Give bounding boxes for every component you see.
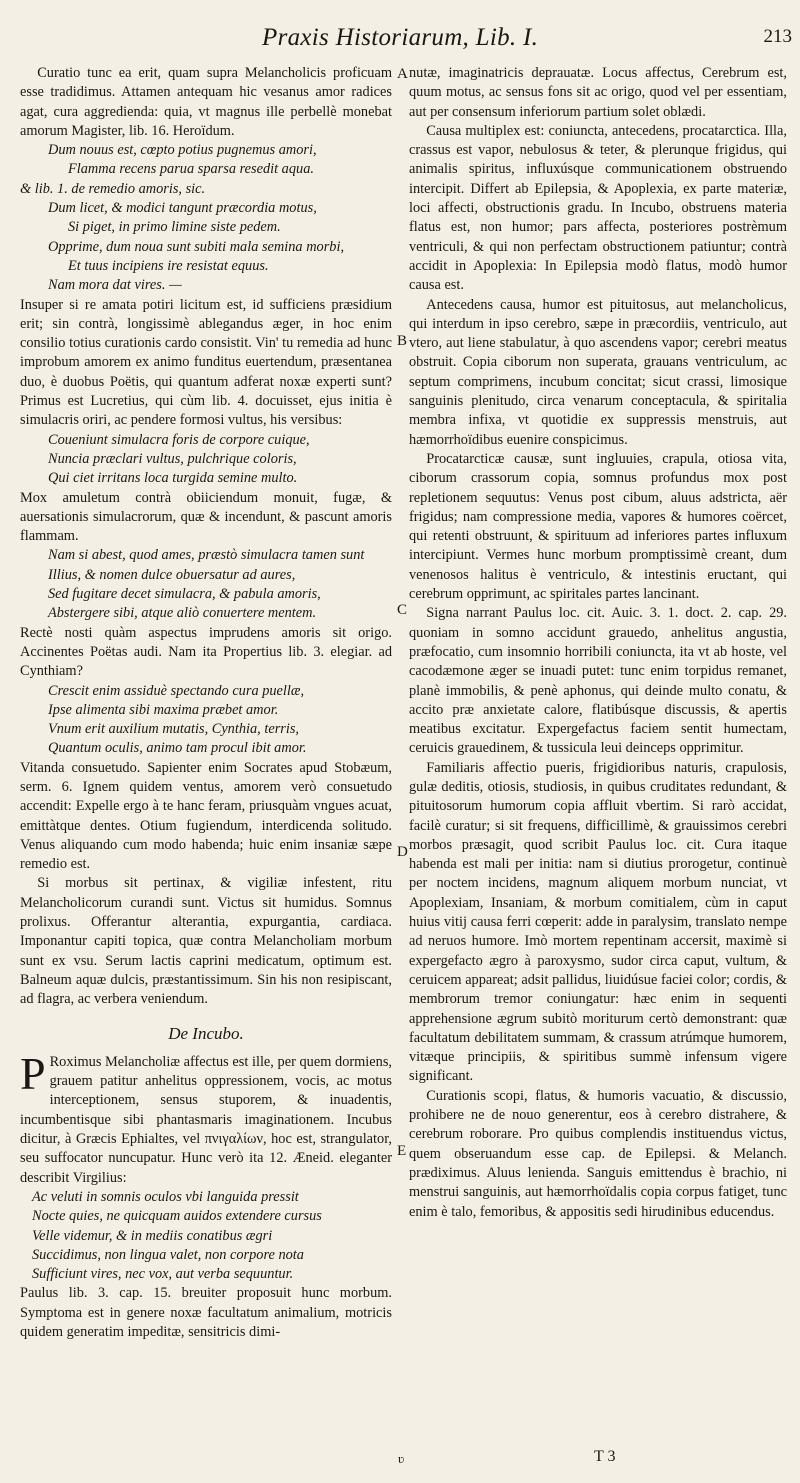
section-heading: De Incubo. xyxy=(168,1023,244,1043)
margin-letter-e: E xyxy=(397,1143,407,1159)
verse-line: Succidimus, non lingua valet, non corpore nota xyxy=(32,1246,304,1263)
margin-letter-c: C xyxy=(397,602,408,618)
signature-mark: T 3 xyxy=(594,1448,616,1465)
paragraph: Insuper si re amata potiri licitum est, id sufficiens præsidium erit; sin contrà, longissimè ablegandus æger, in hoc enim consilio totius curationis cardo consistit. Vin' tu remedia ad hunc improbum amorem ex animo funditus euertendum, præsentanea duo, è duobus Poëtis, qui quantum adferat noxæ experti sunt? Primus est Lucretius, qui cùm lib. 4. docuisset, ejus initia è simulacris oriri, ac pendere formosi vultus, his versibus: xyxy=(20,296,392,429)
margin-letter-a: A xyxy=(397,66,408,82)
paragraph: Si morbus sit pertinax, & vigiliæ infestent, ritu Melancholicorum curandi sunt. Victus sit humidus. Somnus prolixus. Offerantur alterantia, expurgantia, cardiaca. Imponantur capiti topica, quæ contra Melancholiam morbum sunt ex vsu. Serum lactis caprini medicatum, optimum est. Balneum aquæ dulcis, præstantissimum. Sin his non resipiscant, ad flagra, ac verbera veniendum. xyxy=(20,875,392,1008)
verse-line: Nocte quies, ne quicquam auidos extendere cursus xyxy=(32,1208,322,1225)
paragraph: Signa narrant Paulus loc. cit. Auic. 3. 1. doct. 2. cap. 29. quoniam in somno accidunt grauedo, anhelitus angustia, præfocatio, cum insomnio horribili coniuncta, ita vt ab hoste, vel cacodæmone æger se inuadi putet: tunc enim torpidus remanet, planè immobilis, & penè aphonus, qui deinde multo conatu, & accito præ anxietate calore, flatibúsque discussis, & apertis meatibus excitatur. Expergefactus faciem sentit humectam, ceruicis grauedinem, & tussicula leui deinceps opprimitur. xyxy=(409,605,787,757)
page-header xyxy=(0,20,800,60)
paragraph: PRoximus Melancholiæ affectus est ille, per quem dormiens, grauem patitur anhelitus oppressionem, vocis, ac motus interceptionem, sensus stuporem, & inuadentis, incumbentisque sibi phantasmaris imaginationem. Incubus dicitur, à Græcis Ephialtes, vel πνιγαλίων, hoc est, strangulator, seu suffocator nuncupatur. Hunc verò ita 12. Æneid. eleganter describit Virgilius: xyxy=(20,1047,392,1186)
paragraph: Antecedens causa, humor est pituitosus, aut melancholicus, qui interdum in ipso cerebro, sæpe in præcordiis, ventriculo, aut vtero, aut liene stabulatur, à quo ascendens vapor; cerebri meatus obstruit. Copia ciborum non superata, grauans ventriculum, ac septum comprimens, incubum concitat; sicut crassi, limosique sanguinis plenitudo, circa venarum conceptacula, & spiritalia membra infixa, vt quotidie ex suppressis menstruis, aut hæmorrhoïdibus euenire conspicimus. xyxy=(409,296,787,448)
paragraph: Rectè nosti quàm aspectus imprudens amoris sit origo. Accinentes Poëtas audi. Nam ita Propertius lib. 3. elegiar. ad Cynthiam? xyxy=(20,624,392,680)
verse-line: Sufficiunt vires, nec vox, aut verba sequuntur. xyxy=(32,1266,294,1283)
verse-line: Si piget, in primo limine siste pedem. xyxy=(68,219,281,236)
margin-letter-b: B xyxy=(397,333,408,349)
verse-line: Abstergere sibi, atque aliò conuertere mentem. xyxy=(48,605,317,622)
paragraph: Causa multiplex est: coniuncta, antecedens, procatarctica. Illa, crassus est vapor, nebulosus & teter, & plerunque frigidus, qui animalis spiritus, influxúsque communicationem obstruendo intercipit. Differt ab Epilepsia, & Apoplexia, ex parte materiæ, loci affecti, obstructionis gradu. In Incubo, obstruens materia flatus est, non humor; pars affecta, posteriores postrèmum ventriculi, & qui non perfectam obstructionem patiuntur; contrà accidit in Apoplexia: In Epilepsia modò flatus, modò humor causa est. xyxy=(409,122,787,294)
verse-line: Et tuus incipiens ire resistat equus. xyxy=(68,257,269,274)
paragraph: Familiaris affectio pueris, frigidioribus naturis, crapulosis, gulæ deditis, otiosis, studiosis, in quibus cruditates redundant, & pituitosorum humorum copia affluit vbertim. Si rarò accidat, facilè curatur; si sit frequens, difficillimè, & grauissimos cerebri morbos præsagit, quod scribit Paulus loc. cit. Cura itaque habenda est mali per initia: nam si diutius prorogetur, continuè per noctem incidens, magnum aliquem morbum nunciat, vt Apoplexiam, Insaniam, & morbum comitialem, cùm in caput huius vitij causa ferri cœperit: adde in paralysim, translato nempe ad neruos humore. Imò mortem repentinam accersit, maximè si expergefacto ægro à paroxysmo, sudor circa caput, vultum, & ceruicem appareat; adsit pallidus, liuidúsue faciei color; cordis, & membrorum tremor coniungatur: hæc enim in sequenti apprehensione ægrum subitò moriturum certò demonstrant: quæ facultatum debilitatem summam, & crassum atrúmque humorem, vitæque principiis, & spiritibus summè infensum vigere significant. xyxy=(409,759,787,1085)
paragraph: Curatio tunc ea erit, quam supra Melancholicis proficuam esse tradidimus. Attamen antequam hic vesanus amor radices agat, cura aggredienda: quia, vt magnus ille perbellè monebat amorum Magister, lib. 16. Heroïdum. xyxy=(20,65,392,139)
verse-line: Flamma recens parua sparsa resedit aqua. xyxy=(68,161,314,178)
right-column xyxy=(409,64,787,1222)
verse-line: Qui ciet irritans loca turgida semine multo. xyxy=(48,470,298,487)
reference-line: & lib. 1. de remedio amoris, sic. xyxy=(20,180,206,197)
verse-line: Ipse alimenta sibi maxima præbet amor. xyxy=(48,701,279,718)
verse-line: Nuncia præclari vultus, pulchrique coloris, xyxy=(48,450,297,467)
page-number: 213 xyxy=(763,26,792,47)
verse-line: Nam mora dat vires. — xyxy=(48,277,182,294)
paragraph: Paulus lib. 3. cap. 15. breuiter proposuit hunc morbum. Symptoma est in genere noxæ facultatum animalium, motricis quidem generatim impeditæ, sensitricis dimi- xyxy=(20,1285,392,1340)
verse-line: Sed fugitare decet simulacra, & pabula amoris, xyxy=(48,586,321,603)
paragraph: Procatarcticæ causæ, sunt ingluuies, crapula, otiosa vita, ciborum crassorum copia, somnus profundus mox post repletionem sequutus: Venus post cibum, aluus adstricta, aër frigidus; nam compressione media, vapores & humores coërcet, qui retenti obstruunt, & spirituum ad inferiores partes influxum intercipiunt. Vermes hunc morbum promptissimè creant, dum venenosos halitus è ventriculo, & intestinis eructant, qui cerebrum opprimunt, ac spiritales partes lancinant. xyxy=(409,450,787,603)
verse-line: Vnum erit auxilium mutatis, Cynthia, terris, xyxy=(48,721,300,738)
running-title: Praxis Historiarum, Lib. I. xyxy=(262,24,539,51)
paragraph: Vitanda consuetudo. Sapienter enim Socrates apud Stobæum, serm. 6. Ignem quidem ventus, amorem verò consuetudo accendit: Expelle ergo à te hanc feram, priusquàm vngues acuat, emittàtque dentes. Otium fugiendum, interdicenda solitudo. Venus aliquando cum modo habenda; huic enim insaniæ sæpe remedio est. xyxy=(20,759,392,873)
verse-line: Dum licet, & modici tangunt præcordia motus, xyxy=(48,200,317,217)
footer-mark: ʋ xyxy=(398,1451,405,1466)
verse-line: Ac veluti in somnis oculos vbi languida pressit xyxy=(32,1188,299,1205)
verse-line: Dum nouus est, cœpto potius pugnemus amori, xyxy=(48,142,317,159)
verse-line: Quantum oculis, animo tam procul ibit amor. xyxy=(48,740,307,757)
left-column xyxy=(20,64,392,1342)
paragraph: nutæ, imaginatricis deprauatæ. Locus affectus, Cerebrum est, quum motus, ac sensus fons sit ac origo, quod vel per essentiam, aut per consensum inferiorum partium solet oblædi. xyxy=(409,65,787,120)
verse-line: Coueniunt simulacra foris de corpore cuique, xyxy=(48,431,310,448)
verse-line: Illius, & nomen dulce obuersatur ad aures, xyxy=(48,566,296,583)
paragraph: Mox amuletum contrà obiiciendum monuit, fugæ, & auersationis simulacrorum, quæ & incendunt, & pascunt amoris flammam. xyxy=(20,489,392,545)
verse-line: Nam si abest, quod ames, præstò simulacra tamen sunt xyxy=(48,547,365,564)
margin-letter-d: D xyxy=(397,844,408,860)
verse-line: Crescit enim assiduè spectando cura puellæ, xyxy=(48,682,305,699)
paragraph: Curationis scopi, flatus, & humoris vacuatio, & discussio, prohibere ne de nouo generentur, eos à cerebro distrahere, & cerebrum roborare. Pro quibus complendis instituendus victus, quem obseruandum esse cap. de Epilepsi. & Melanch. prædiximus. Aluus lenienda. Sanguis emittendus è brachio, ni menstrui sanguinis, aut hæmorrhoïdalis copia corpus fatiget, tunc enim è talo, femoribus, & appositis sedi hirudinibus educendus. xyxy=(409,1087,787,1220)
verse-line: Velle videmur, & in mediis conatibus ægri xyxy=(32,1227,273,1244)
verse-line: Opprime, dum noua sunt subiti mala semina morbi, xyxy=(48,238,345,255)
